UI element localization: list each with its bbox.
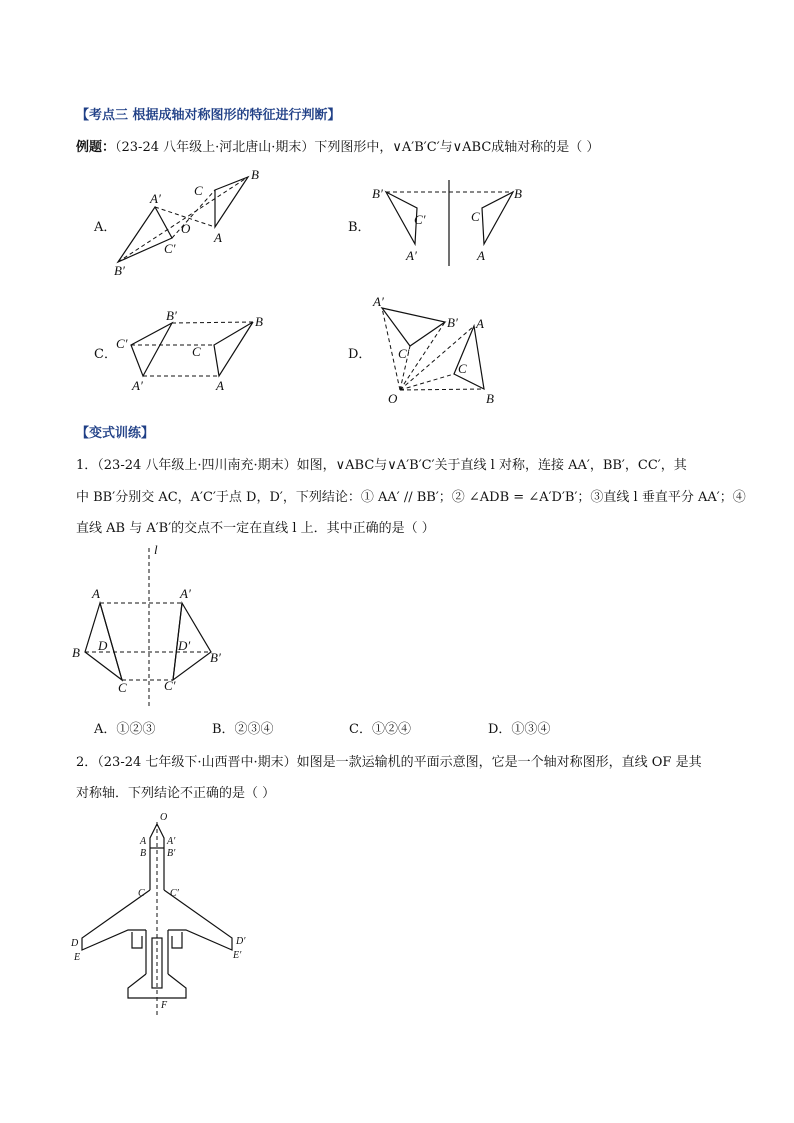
q1-option-d: D．①③④: [488, 722, 551, 737]
triangle-a1b1c1: [386, 192, 417, 244]
label-a-prime: A′: [167, 836, 176, 847]
label-b-prime: B′: [166, 308, 177, 323]
section-header-kaodian3: 【考点三 根据成轴对称图形的特征进行判断】: [76, 108, 341, 123]
triangle-abc: [482, 192, 513, 244]
label-o: O: [181, 221, 191, 236]
label-c: C: [118, 680, 127, 695]
dashed-line-bb1: [172, 322, 253, 323]
label-a: A: [216, 378, 224, 393]
label-c-prime: C′: [116, 336, 128, 351]
label-c: C: [192, 344, 201, 359]
left-engine: [132, 932, 142, 948]
label-c: C: [471, 209, 480, 224]
label-o: O: [388, 391, 398, 406]
q1-line3: 直线 AB 与 A′B′的交点不一定在直线 l 上．其中正确的是（ ）: [76, 521, 435, 536]
label-a-prime: A′: [373, 294, 384, 309]
label-b-prime: B′: [372, 186, 383, 201]
label-a-prime: A′: [406, 248, 417, 263]
label-b: B: [140, 848, 147, 859]
dashed-line-bb1: [118, 177, 248, 262]
figure-choice-b: [370, 178, 530, 270]
section-header-bianshi: 【变式训练】: [76, 426, 155, 441]
triangle-abc: [214, 322, 253, 376]
right-engine: [172, 932, 182, 948]
q1-option-a: A．①②③: [94, 722, 156, 737]
triangle-abc: [454, 326, 484, 389]
dashed-line-ob: [400, 389, 484, 390]
q2-line1: 2．（23-24 七年级下·山西晋中·期末）如图是一款运输机的平面示意图，它是一个轴对称图形，直线 OF 是其: [76, 755, 702, 770]
dashed-line-oa: [400, 326, 474, 390]
choice-c-label: C．: [94, 347, 117, 362]
figure-choice-a: [110, 165, 270, 278]
label-a: A: [477, 248, 485, 263]
label-b: B: [514, 186, 522, 201]
choice-a-label: A．: [94, 220, 117, 235]
label-l: l: [154, 542, 158, 557]
label-c-prime: C′: [398, 346, 410, 361]
label-c-prime: C′: [170, 888, 179, 899]
choice-b-label: B．: [348, 220, 371, 235]
label-b-prime: B′: [210, 650, 221, 665]
label-a-prime: A′: [180, 586, 191, 601]
label-b-prime: B′: [114, 263, 125, 278]
right-wing: [164, 890, 232, 950]
label-b-prime: B′: [167, 848, 176, 859]
example-text: （23-24 八年级上·河北唐山·期末）下列图形中，∨A′B′C′与∨ABC成轴对称的是（ ）: [115, 140, 600, 155]
label-a-prime: A′: [150, 191, 161, 206]
label-e-prime: E′: [233, 950, 242, 961]
label-d-prime: D′: [178, 638, 191, 653]
label-c-prime: C′: [414, 212, 426, 227]
label-b-prime: B′: [447, 315, 458, 330]
left-wing: [82, 890, 150, 950]
label-d: D: [71, 938, 79, 949]
label-d-prime: D′: [236, 936, 246, 947]
label-b: B: [251, 167, 259, 182]
label-e: E: [74, 952, 81, 963]
q1-option-c: C．①②④: [349, 722, 411, 737]
example-question: [76, 136, 599, 155]
triangle-a1b1c1: [382, 308, 445, 346]
label-c: C: [138, 888, 145, 899]
label-c-prime: C′: [164, 241, 176, 256]
q2-airplane-figure: [66, 808, 266, 1018]
label-d: D: [98, 638, 108, 653]
dashed-line-oc: [400, 374, 454, 390]
label-a-prime: A′: [132, 378, 143, 393]
label-c: C: [458, 361, 467, 376]
q2-line2: 对称轴．下列结论不正确的是（ ）: [76, 786, 276, 801]
label-a: A: [214, 230, 222, 245]
q1-option-b: B．②③④: [212, 722, 274, 737]
figure-choice-d: [370, 292, 530, 407]
label-b: B: [486, 391, 494, 406]
q1-figure: [68, 540, 238, 710]
label-f: F: [161, 1000, 168, 1011]
label-a: A: [140, 836, 147, 847]
label-o: O: [160, 812, 168, 823]
triangle-abc: [215, 177, 248, 227]
label-c-prime: C′: [164, 678, 176, 693]
label-b: B: [255, 314, 263, 329]
example-label: 例题：: [76, 140, 116, 155]
label-a: A: [476, 316, 484, 331]
choice-d-label: D．: [348, 347, 372, 362]
label-a: A: [92, 586, 100, 601]
triangle-a1b1c1: [131, 323, 172, 376]
q1-line1: 1．（23-24 八年级上·四川南充·期末）如图，∨ABC与∨A′B′C′关于直线 l 对称，连接 AA′，BB′，CC′，其: [76, 458, 687, 473]
label-b: B: [72, 645, 80, 660]
figure-choice-c: [110, 308, 270, 398]
label-c: C: [194, 183, 203, 198]
q1-line2: 中 BB′分别交 AC，A′C′于点 D，D′，下列结论：① AA′ // BB′；② ∠ADB = ∠A′D′B′；③直线 l 垂直平分 AA′；④: [76, 490, 746, 505]
